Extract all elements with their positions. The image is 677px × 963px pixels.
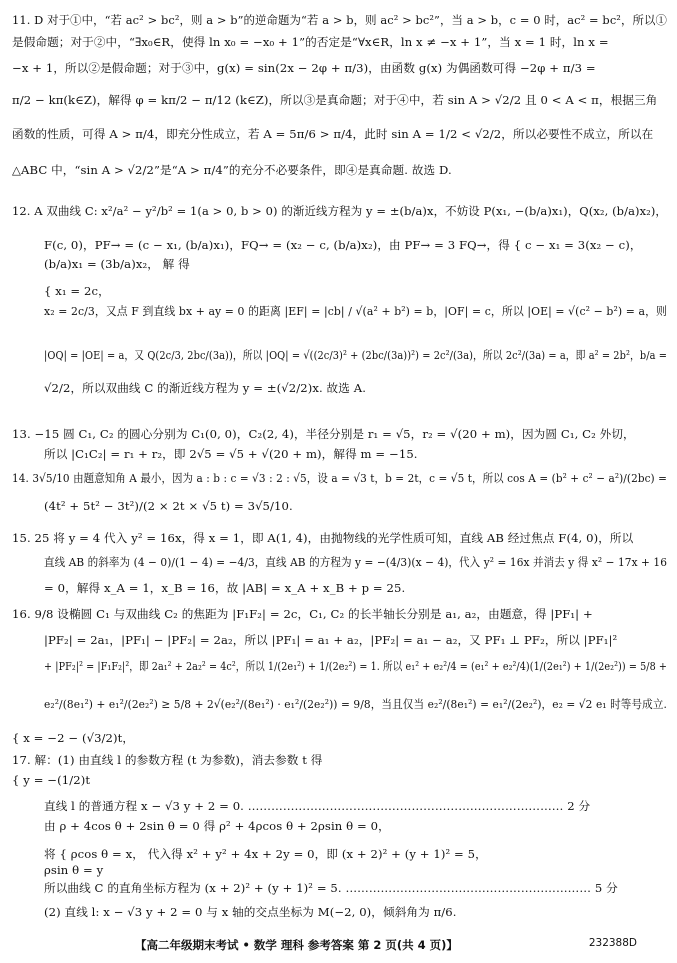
text-line: = 0，解得 x_A = 1，x_B = 16，故 |AB| = x_A + x_B + p = 25. xyxy=(44,581,406,595)
text-line: 直线 l 的普通方程 x − √3 y + 2 = 0. ……………………………………………………………………… 2 分 xyxy=(44,799,591,813)
text-line: (4t² + 5t² − 3t²)/(2 × 2t × √5 t) = 3√5/10. xyxy=(44,499,293,513)
text-line: e₂²/(8e₁²) + e₁²/(2e₂²) ≥ 5/8 + 2√(e₂²/(8e₁²) · e₁²/(2e₂²)) = 9/8，当且仅当 e₂²/(8e₁²) = e₁²/(2e₂²)，e₂ = √2 e₁ 时等号成立. xyxy=(44,697,667,711)
text-line: −x + 1，所以②是假命题；对于③中，g(x) = sin(2x − 2φ + π/3)，由函数 g(x) 为偶函数可得 −2φ + π/3 = xyxy=(12,61,596,75)
text-line: + |PF₂|² = |F₁F₂|²，即 2a₁² + 2a₂² = 4c²，所以 1/(2e₁²) + 1/(2e₂²) = 1. 所以 e₁² + e₂²/4 = (e₁² + e₂²/4)(1/(2e₁²) + 1/(2e₂²)) = 5/8 + xyxy=(44,659,667,673)
text-line: 将 { ρcos θ = x， 代入得 x² + y² + 4x + 2y = 0，即 (x + 2)² + (y + 1)² = 5， xyxy=(44,847,487,861)
text-line: |OQ| = |OE| = a，又 Q(2c/3, 2bc/(3a))，所以 |OQ| = √((2c/3)² + (2bc/(3a))²) = 2c²/(3a)，所以 2c²/(3a) = a，即 a² = 2b²，b/a = xyxy=(44,348,667,362)
text-line: △ABC 中，“sin A > √2/2”是“A > π/4”的充分不必要条件，即④是真命题. 故选 D. xyxy=(12,163,452,177)
text-line: 17. 解：(1) 由直线 l 的参数方程 (t 为参数)，消去参数 t 得 xyxy=(12,753,323,767)
text-line: 所以曲线 C 的直角坐标方程为 (x + 2)² + (y + 1)² = 5. ……………………………………………………… 5 分 xyxy=(44,881,618,895)
text-line: 由 ρ + 4cos θ + 2sin θ = 0 得 ρ² + 4ρcos θ + 2ρsin θ = 0， xyxy=(44,819,390,833)
text-line: 13. −15 圆 C₁, C₂ 的圆心分别为 C₁(0, 0)，C₂(2, 4)，半径分别是 r₁ = √5，r₂ = √(20 + m)，因为圆 C₁, C₂ 外切， xyxy=(12,427,635,441)
text-line: π/2 − kπ(k∈Z)，解得 φ = kπ/2 − π/12 (k∈Z)，所以③是真命题；对于④中，若 sin A > √2/2 且 0 < A < π，根据三角 xyxy=(12,93,658,107)
text-line: ρsin θ = y xyxy=(44,863,104,877)
text-line: 12. A 双曲线 C: x²/a² − y²/b² = 1(a > 0, b > 0) 的渐近线方程为 y = ±(b/a)x，不妨设 P(x₁, −(b/a)x₁)，Q(x₂, (b/a)x₂)， xyxy=(12,204,667,218)
text-line: 所以 |C₁C₂| = r₁ + r₂，即 2√5 = √5 + √(20 + m)，解得 m = −15. xyxy=(44,447,418,461)
text-line: |PF₂| = 2a₁，|PF₁| − |PF₂| = 2a₂，所以 |PF₁| = a₁ + a₂，|PF₂| = a₁ − a₂，又 PF₁ ⊥ PF₂，所以 |PF₁|² xyxy=(44,633,618,647)
text-line: 14. 3√5/10 由题意知角 A 最小，因为 a : b : c = √3 : 2 : √5，设 a = √3 t，b = 2t，c = √5 t，所以 cos A = (b² + c² − a²)/(2bc) = xyxy=(12,471,667,485)
text-line: { x₁ = 2c， xyxy=(44,284,110,298)
text-line: x₂ = 2c/3，又点 F 到直线 bx + ay = 0 的距离 |EF| = |cb| / √(a² + b²) = b，|OF| = c，所以 |OE| = √(c² − b²) = a，则 xyxy=(44,304,667,318)
text-line: F(c, 0)，PF→ = (c − x₁, (b/a)x₁)，FQ→ = (x₂ − c, (b/a)x₂)，由 PF→ = 3 FQ→，得 { c − x₁ = 3(x₂ − c)， xyxy=(44,238,642,252)
text-line: { x = −2 − (√3/2)t， xyxy=(12,731,135,745)
text-line: 直线 AB 的斜率为 (4 − 0)/(1 − 4) = −4/3，直线 AB 的方程为 y = −(4/3)(x − 4)，代入 y² = 16x 并消去 y 得 x² − 17x + 16 xyxy=(44,555,667,569)
page-footer xyxy=(0,937,677,955)
text-line: (2) 直线 l: x − √3 y + 2 = 0 与 x 轴的交点坐标为 M(−2, 0)，倾斜角为 π/6. xyxy=(44,905,457,919)
text-line: 函数的性质，可得 A > π/4，即充分性成立，若 A = 5π/6 > π/4，此时 sin A = 1/2 < √2/2，所以必要性不成立，所以在 xyxy=(12,127,654,141)
footer-title: 【高二年级期末考试 • 数学 理科 参考答案 第 2 页(共 4 页)】 xyxy=(135,938,458,952)
text-line: 16. 9/8 设椭圆 C₁ 与双曲线 C₂ 的焦距为 |F₁F₂| = 2c，C₁, C₂ 的长半轴长分别是 a₁, a₂，由题意，得 |PF₁| + xyxy=(12,607,593,621)
text-line: (b/a)x₁ = (3b/a)x₂， 解 得 xyxy=(44,257,190,271)
text-line: √2/2，所以双曲线 C 的渐近线方程为 y = ±(√2/2)x. 故选 A. xyxy=(44,381,366,395)
text-line: 15. 25 将 y = 4 代入 y² = 16x，得 x = 1，即 A(1, 4)，由抛物线的光学性质可知，直线 AB 经过焦点 F(4, 0)，所以 xyxy=(12,531,634,545)
text-line: 是假命题；对于②中，“∃x₀∈R，使得 ln x₀ = −x₀ + 1”的否定是“∀x∈R，ln x ≠ −x + 1”，当 x = 1 时，ln x = xyxy=(12,35,609,49)
text-line: { y = −(1/2)t xyxy=(12,773,91,787)
text-line: 11. D 对于①中，“若 ac² > bc²，则 a > b”的逆命题为“若 a > b，则 ac² > bc²”，当 a > b，c = 0 时，ac² = bc²，所以① xyxy=(12,13,667,27)
footer-code: 232388D xyxy=(588,937,637,949)
